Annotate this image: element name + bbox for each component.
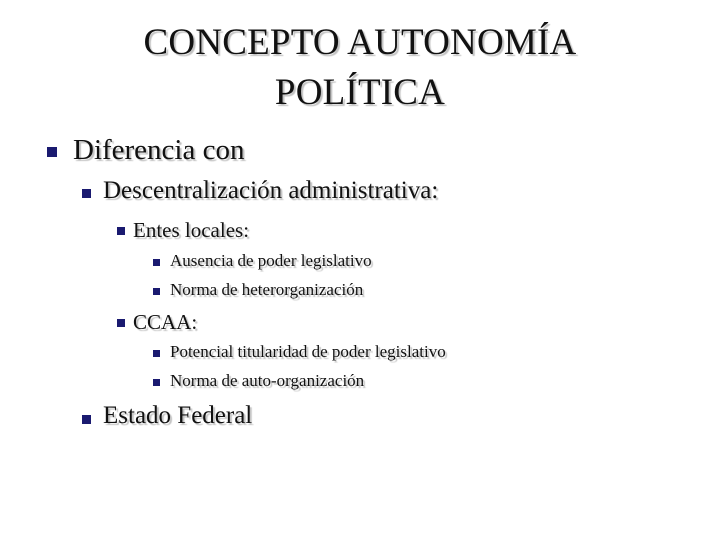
bullet-ausencia-poder-legislativo: Ausencia de poder legislativo bbox=[170, 251, 372, 270]
bullet-square-icon bbox=[153, 259, 160, 266]
slide-title bbox=[0, 18, 720, 118]
bullet-potencial-titularidad: Potencial titularidad de poder legislativo bbox=[170, 342, 446, 361]
bullet-estado-federal: Estado Federal bbox=[103, 402, 253, 429]
bullet-square-icon bbox=[82, 415, 91, 424]
bullet-norma-heterorganizacion: Norma de heterorganización bbox=[170, 280, 364, 299]
bullet-square-icon bbox=[82, 189, 91, 198]
bullet-square-icon bbox=[153, 350, 160, 357]
bullet-diferencia-con: Diferencia con bbox=[73, 134, 245, 166]
slide-title-line-2: POLÍTICA bbox=[274, 72, 446, 113]
bullet-ccaa: CCAA: bbox=[133, 310, 198, 334]
bullet-entes-locales: Entes locales: bbox=[133, 218, 250, 242]
bullet-norma-auto-organizacion: Norma de auto-organización bbox=[170, 371, 365, 390]
bullet-square-icon bbox=[117, 319, 125, 327]
bullet-square-icon bbox=[153, 379, 160, 386]
bullet-square-icon bbox=[117, 227, 125, 235]
slide-title-line-1: CONCEPTO AUTONOMÍA bbox=[143, 22, 577, 63]
bullet-square-icon bbox=[153, 288, 160, 295]
bullet-descentralizacion-administrativa: Descentralización administrativa: bbox=[103, 177, 439, 204]
bullet-square-icon bbox=[47, 147, 57, 157]
